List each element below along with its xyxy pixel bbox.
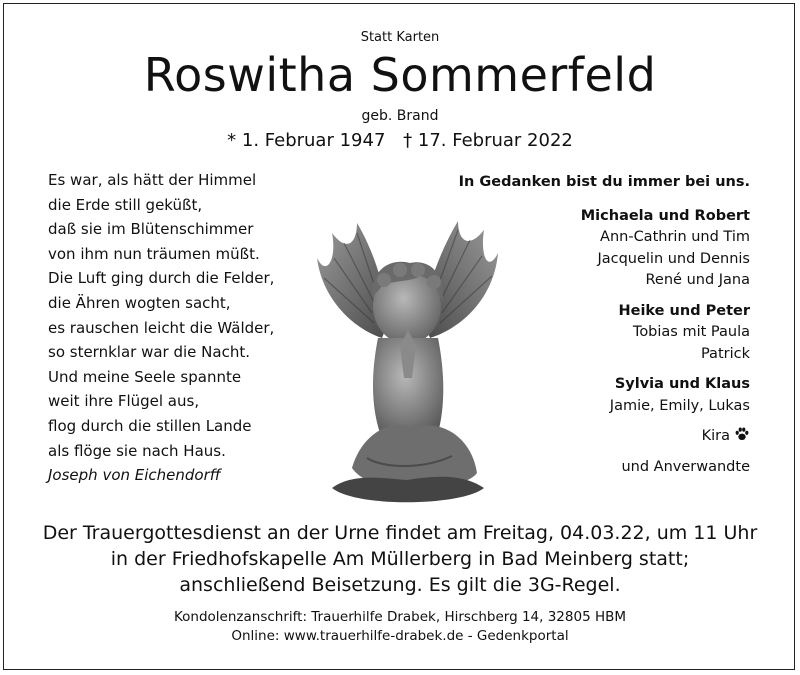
online-portal: Online: www.trauerhilfe-drabek.de - Gedenkportal (231, 628, 569, 644)
poem-line: die Ähren wogten sacht, (48, 293, 231, 312)
poem-line: Es war, als hätt der Himmel (48, 171, 257, 189)
mourner-group-head: Sylvia und Klaus (614, 376, 750, 392)
service-info (0, 520, 800, 598)
mourner-name: René und Jana (645, 272, 750, 288)
poem-author: Joseph von Eichendorff (48, 466, 221, 485)
mourner-name: Patrick (700, 345, 750, 362)
mourner-name: Ann-Cathrin und Tim (600, 229, 750, 245)
poem-line: die Erde still geküßt, (48, 195, 203, 214)
service-line: in der Friedhofskapelle Am Müllerberg in Bad Meinberg statt; (110, 548, 690, 570)
poem-line: daß sie im Blütenschimmer (48, 220, 254, 239)
mourner-group-head: Michaela und Robert (580, 207, 750, 224)
mourner-name: Jacquelin und Dennis (597, 250, 750, 267)
poem-line: Und meine Seele spannte (48, 367, 242, 386)
service-line: Der Trauergottesdienst an der Urne findet am Freitag, 04.03.22, um 11 Uhr (42, 522, 758, 544)
footer (0, 608, 800, 646)
angel-figure-icon (312, 218, 502, 513)
mourners-list (459, 172, 750, 478)
statt-karten: Statt Karten (360, 30, 440, 45)
poem-line: es rauschen leicht die Wälder, (48, 318, 275, 337)
condolence-address: Kondolenzanschrift: Trauerhilfe Drabek, Hirschberg 14, 32805 HBM (173, 609, 627, 625)
paw-icon (734, 426, 750, 442)
birth-date: * 1. Februar 1947 (227, 130, 386, 151)
deceased-name: Roswitha Sommerfeld (143, 48, 657, 102)
poem-line: weit ihre Flügel aus, (48, 392, 200, 411)
relatives: und Anverwandte (621, 458, 750, 475)
poem-line: Die Luft ging durch die Felder, (48, 269, 275, 288)
poem-line: flog durch die stillen Lande (48, 416, 252, 435)
pet-name: Kira (701, 428, 730, 444)
birth-name: geb. Brand (361, 108, 439, 124)
life-dates (0, 130, 800, 151)
poem-line: als flöge sie nach Haus. (48, 441, 226, 460)
mourner-name: Jamie, Emily, Lukas (609, 397, 750, 414)
mourner-group-head: Heike und Peter (618, 302, 750, 319)
poem-line: von ihm nun träumen müßt. (48, 244, 260, 263)
memorial-motto: In Gedanken bist du immer bei uns. (458, 174, 750, 190)
mourner-name: Tobias mit Paula (632, 324, 750, 340)
poem (48, 168, 274, 488)
pet-line (459, 426, 750, 448)
poem-line: so sternklar war die Nacht. (48, 343, 250, 362)
death-date: † 17. Februar 2022 (403, 130, 573, 151)
service-line: anschließend Beisetzung. Es gilt die 3G-Regel. (179, 574, 621, 596)
